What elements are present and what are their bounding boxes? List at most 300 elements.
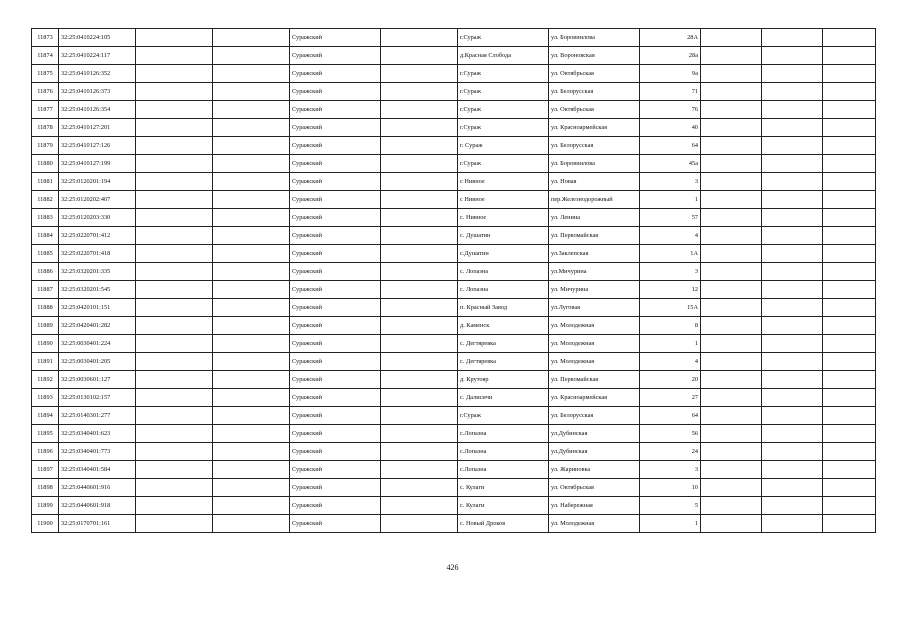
cell-empty [136,317,213,335]
cell-empty [381,335,458,353]
cell-locality: г.Сураж [458,101,549,119]
cell-street: ул. Белорусская [549,407,640,425]
cell-empty [381,173,458,191]
cell-empty [701,65,762,83]
cell-district: Суражский [290,353,381,371]
cell-empty [823,281,876,299]
cell-empty [136,263,213,281]
cell-house-number: 56 [640,425,701,443]
cell-empty [136,299,213,317]
cell-empty [762,263,823,281]
cell-empty [762,407,823,425]
cell-street: пер.Железнодорожный [549,191,640,209]
cell-empty [136,137,213,155]
cell-district: Суражский [290,443,381,461]
cell-empty [136,47,213,65]
cell-row-number: 11879 [32,137,59,155]
cell-empty [381,209,458,227]
cell-empty [213,425,290,443]
cell-empty [136,191,213,209]
cell-empty [823,101,876,119]
cell-empty [213,191,290,209]
cell-empty [136,173,213,191]
cell-row-number: 11883 [32,209,59,227]
cell-empty [213,119,290,137]
cell-empty [136,245,213,263]
cell-empty [823,497,876,515]
cell-house-number: 64 [640,137,701,155]
cell-empty [823,83,876,101]
cell-row-number: 11881 [32,173,59,191]
cell-locality: г.Сураж [458,155,549,173]
cell-house-number: 76 [640,101,701,119]
table-row [32,479,876,497]
cell-empty [762,83,823,101]
cell-empty [701,389,762,407]
table-row [32,65,876,83]
cell-street: ул.Заклепская [549,245,640,263]
cell-row-number: 11878 [32,119,59,137]
cell-empty [701,371,762,389]
cell-empty [701,407,762,425]
table-row [32,353,876,371]
table-body [32,29,876,533]
cell-house-number: 27 [640,389,701,407]
cell-locality: с.Душатин [458,245,549,263]
cell-empty [823,353,876,371]
cell-empty [136,497,213,515]
cell-empty [136,515,213,533]
table-row [32,461,876,479]
table-row [32,29,876,47]
cell-empty [213,317,290,335]
cell-empty [381,443,458,461]
table-row [32,263,876,281]
cell-empty [762,353,823,371]
cell-empty [136,119,213,137]
cell-cadastral-number: 32:25:0320201:545 [59,281,136,299]
cell-empty [762,389,823,407]
cell-district: Суражский [290,137,381,155]
cell-house-number: 24 [640,443,701,461]
cell-cadastral-number: 32:25:0410127:126 [59,137,136,155]
cell-empty [701,137,762,155]
cell-empty [701,101,762,119]
cell-empty [213,479,290,497]
cell-street: ул. Мичурина [549,281,640,299]
table-row [32,83,876,101]
cell-empty [823,317,876,335]
cell-empty [701,497,762,515]
cell-cadastral-number: 32:25:0410224:105 [59,29,136,47]
cell-cadastral-number: 32:25:0220701:418 [59,245,136,263]
cell-row-number: 11880 [32,155,59,173]
cell-empty [213,137,290,155]
cell-row-number: 11893 [32,389,59,407]
cell-empty [823,119,876,137]
cell-cadastral-number: 32:25:0170701:161 [59,515,136,533]
cell-empty [136,461,213,479]
table-row [32,299,876,317]
cell-empty [762,191,823,209]
cell-empty [762,497,823,515]
cell-empty [381,119,458,137]
table-row [32,191,876,209]
cell-empty [136,209,213,227]
cell-empty [701,245,762,263]
cell-empty [136,389,213,407]
cell-empty [381,101,458,119]
cell-house-number: 45а [640,155,701,173]
cell-empty [213,371,290,389]
cell-locality: с. Душатин [458,227,549,245]
cell-locality: п. Красный Завод [458,299,549,317]
cell-empty [823,461,876,479]
cell-empty [213,443,290,461]
cell-street: ул.Луговая [549,299,640,317]
cell-empty [136,29,213,47]
cell-empty [762,173,823,191]
cell-locality: с. Дегтяревка [458,353,549,371]
cell-empty [381,515,458,533]
cell-empty [701,47,762,65]
cell-cadastral-number: 32:25:0340401:623 [59,425,136,443]
cell-district: Суражский [290,425,381,443]
cell-row-number: 11873 [32,29,59,47]
cell-house-number: 4 [640,353,701,371]
cell-district: Суражский [290,281,381,299]
cell-empty [701,425,762,443]
cell-empty [381,389,458,407]
cell-row-number: 11891 [32,353,59,371]
cell-district: Суражский [290,479,381,497]
cell-locality: г.Сураж [458,83,549,101]
cell-district: Суражский [290,47,381,65]
cell-row-number: 11888 [32,299,59,317]
cell-empty [381,191,458,209]
table-row [32,209,876,227]
cell-cadastral-number: 32:25:0440601:918 [59,497,136,515]
cell-street: ул. Молодежная [549,335,640,353]
cell-house-number: 10 [640,479,701,497]
cell-empty [762,479,823,497]
cell-empty [136,155,213,173]
cell-street: ул. Октябрьская [549,479,640,497]
cell-district: Суражский [290,173,381,191]
cell-empty [701,83,762,101]
cell-street: ул. Боровинлова [549,155,640,173]
cell-empty [213,209,290,227]
cell-empty [823,155,876,173]
table-row [32,317,876,335]
table-row [32,245,876,263]
cell-empty [701,443,762,461]
cell-cadastral-number: 32:25:0120202:407 [59,191,136,209]
cell-district: Суражский [290,209,381,227]
cell-empty [701,299,762,317]
cell-empty [762,461,823,479]
cell-district: Суражский [290,191,381,209]
cell-locality: с. Новый Дроков [458,515,549,533]
cell-street: ул. Первомайская [549,227,640,245]
cell-cadastral-number: 32:25:0420101:151 [59,299,136,317]
cell-empty [213,245,290,263]
cell-empty [701,515,762,533]
cell-row-number: 11877 [32,101,59,119]
cell-locality: д.Красная Слобода [458,47,549,65]
cell-cadastral-number: 32:25:0220701:412 [59,227,136,245]
table-row [32,137,876,155]
cell-empty [701,461,762,479]
cell-locality: г.Сураж [458,407,549,425]
cell-empty [823,389,876,407]
cell-empty [136,227,213,245]
cell-street: ул. Молодежная [549,353,640,371]
cell-empty [213,515,290,533]
table-row [32,443,876,461]
cell-empty [762,443,823,461]
cell-street: ул. Набережная [549,497,640,515]
cell-locality: д. Крутояр [458,371,549,389]
cell-house-number: 5 [640,497,701,515]
cell-house-number: 3 [640,461,701,479]
cell-empty [762,227,823,245]
cell-empty [823,335,876,353]
cell-empty [136,353,213,371]
table-row [32,47,876,65]
cell-empty [381,317,458,335]
cell-empty [823,137,876,155]
cell-empty [136,281,213,299]
cell-empty [762,29,823,47]
table-row [32,173,876,191]
cell-empty [762,299,823,317]
cell-empty [213,407,290,425]
table-row [32,425,876,443]
cell-house-number: 20 [640,371,701,389]
cell-row-number: 11876 [32,83,59,101]
cell-district: Суражский [290,155,381,173]
cell-empty [136,83,213,101]
cell-empty [381,227,458,245]
cell-cadastral-number: 32:25:0410126:373 [59,83,136,101]
cell-empty [213,461,290,479]
cell-row-number: 11874 [32,47,59,65]
cell-empty [701,335,762,353]
cell-street: ул. Ленина [549,209,640,227]
cell-row-number: 11900 [32,515,59,533]
table-row [32,155,876,173]
cell-empty [823,371,876,389]
cell-street: ул. Вороновская [549,47,640,65]
cell-house-number: 3 [640,263,701,281]
cell-locality: г.Сураж [458,65,549,83]
cell-district: Суражский [290,227,381,245]
cell-street: ул. Боровинлова [549,29,640,47]
cell-house-number: 1 [640,191,701,209]
cell-empty [823,479,876,497]
cell-row-number: 11886 [32,263,59,281]
table-row [32,281,876,299]
cell-empty [213,389,290,407]
cell-row-number: 11892 [32,371,59,389]
table-row [32,389,876,407]
cell-row-number: 11898 [32,479,59,497]
cell-empty [762,245,823,263]
cell-district: Суражский [290,407,381,425]
cell-empty [381,425,458,443]
cell-locality: с.Лопазна [458,425,549,443]
cell-empty [136,371,213,389]
cell-district: Суражский [290,497,381,515]
cell-empty [762,209,823,227]
table-row [32,119,876,137]
cell-street: ул. Красноармейская [549,119,640,137]
cell-empty [136,101,213,119]
cell-empty [762,335,823,353]
cell-empty [213,47,290,65]
cell-empty [762,119,823,137]
table-row [32,227,876,245]
cell-district: Суражский [290,65,381,83]
cell-row-number: 11894 [32,407,59,425]
cell-cadastral-number: 32:25:0410127:199 [59,155,136,173]
cell-district: Суражский [290,389,381,407]
table-row [32,335,876,353]
cell-row-number: 11890 [32,335,59,353]
cell-row-number: 11899 [32,497,59,515]
cell-house-number: 71 [640,83,701,101]
cell-empty [701,353,762,371]
cell-empty [213,155,290,173]
cell-house-number: 40 [640,119,701,137]
register-table [31,28,876,533]
cell-street: ул.Мичурина [549,263,640,281]
cell-empty [213,299,290,317]
cell-district: Суражский [290,245,381,263]
cell-empty [762,515,823,533]
cell-empty [823,191,876,209]
cell-locality: с. Нивное [458,209,549,227]
cell-empty [213,83,290,101]
cell-empty [213,227,290,245]
cell-house-number: 3 [640,173,701,191]
cell-locality: с. Кулаги [458,497,549,515]
table-row [32,101,876,119]
cell-empty [213,335,290,353]
cell-row-number: 11897 [32,461,59,479]
cell-empty [762,317,823,335]
cell-district: Суражский [290,83,381,101]
cell-locality: г. Сураж [458,137,549,155]
cell-empty [762,65,823,83]
cell-empty [213,101,290,119]
cell-locality: с. Кулаги [458,479,549,497]
cell-district: Суражский [290,461,381,479]
cell-house-number: 28а [640,47,701,65]
cell-house-number: 57 [640,209,701,227]
cell-row-number: 11889 [32,317,59,335]
cell-empty [701,263,762,281]
cell-house-number: 1 [640,515,701,533]
cell-row-number: 11875 [32,65,59,83]
cell-empty [136,335,213,353]
cell-street: ул. Белорусская [549,83,640,101]
cell-empty [136,407,213,425]
cell-district: Суражский [290,101,381,119]
cell-empty [136,479,213,497]
cell-empty [213,173,290,191]
table-row [32,497,876,515]
cell-cadastral-number: 32:25:0130102:157 [59,389,136,407]
table-row [32,515,876,533]
cell-empty [381,407,458,425]
cell-cadastral-number: 32:25:0440601:916 [59,479,136,497]
cell-street: ул. Первомайская [549,371,640,389]
cell-empty [823,29,876,47]
cell-cadastral-number: 32:25:0340401:773 [59,443,136,461]
cell-empty [762,425,823,443]
cell-street: ул. Октябрьская [549,101,640,119]
cell-empty [701,173,762,191]
table-row [32,407,876,425]
cell-empty [381,83,458,101]
cell-street: ул. Красноармейская [549,389,640,407]
cell-house-number: 9а [640,65,701,83]
cell-street: ул. Белорусская [549,137,640,155]
cell-empty [823,407,876,425]
cell-empty [823,443,876,461]
cell-row-number: 11896 [32,443,59,461]
cell-locality: с. Дегтяревка [458,335,549,353]
cell-empty [213,29,290,47]
cell-row-number: 11884 [32,227,59,245]
cell-locality: с.Лопазна [458,443,549,461]
cell-empty [762,371,823,389]
cell-empty [381,47,458,65]
cell-empty [381,353,458,371]
cell-locality: с. Лопазна [458,263,549,281]
cell-empty [381,65,458,83]
cell-empty [381,497,458,515]
cell-empty [762,47,823,65]
cell-district: Суражский [290,299,381,317]
cell-house-number: 4 [640,227,701,245]
cell-empty [762,137,823,155]
cell-house-number: 8 [640,317,701,335]
cell-empty [823,47,876,65]
cell-locality: с Нивное [458,191,549,209]
cell-empty [823,173,876,191]
cell-empty [701,119,762,137]
cell-street: ул. Молодежная [549,515,640,533]
cell-row-number: 11882 [32,191,59,209]
cell-empty [381,479,458,497]
cell-district: Суражский [290,317,381,335]
cell-empty [823,425,876,443]
cell-empty [762,155,823,173]
cell-empty [381,461,458,479]
cell-empty [823,245,876,263]
cell-empty [381,137,458,155]
cell-empty [213,65,290,83]
cell-empty [823,209,876,227]
cell-street: ул. Октябрьская [549,65,640,83]
cell-cadastral-number: 32:25:0120203:330 [59,209,136,227]
cell-empty [701,209,762,227]
cell-district: Суражский [290,263,381,281]
cell-empty [701,29,762,47]
